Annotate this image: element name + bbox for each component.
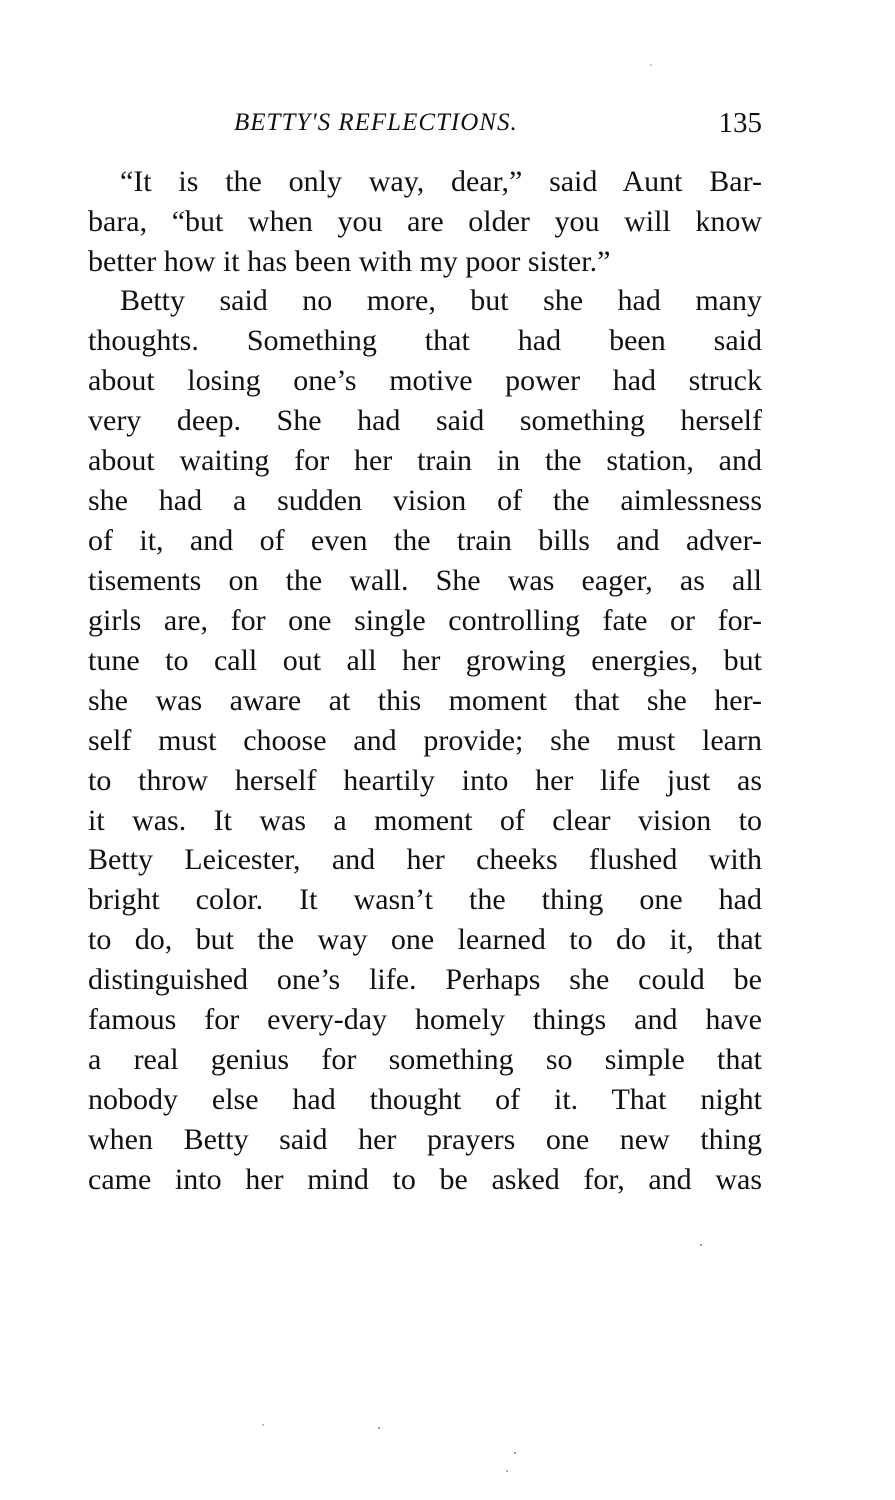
text-line: “It is the only way, dear,” said Aunt Bar- (120, 165, 762, 198)
paper-speck (262, 1424, 264, 1426)
text-line: very deep. She had said something herself (88, 404, 762, 437)
text-line: about waiting for her train in the station, and (88, 444, 762, 477)
text-line: better how it has been with my poor sister.” (88, 245, 611, 278)
text-line: she was aware at this moment that she her- (88, 684, 762, 717)
text-line: about losing one’s motive power had struck (88, 364, 762, 397)
text-line: of it, and of even the train bills and adver- (88, 524, 762, 557)
running-head (88, 103, 762, 143)
text-line: tune to call out all her growing energies, but (88, 644, 762, 677)
text-line: tisements on the wall. She was eager, as all (88, 564, 762, 597)
text-line: to throw herself heartily into her life just as (88, 764, 762, 797)
text-line: self must choose and provide; she must learn (88, 724, 762, 757)
text-line: to do, but the way one learned to do it, that (88, 923, 762, 956)
paper-speck (378, 1427, 380, 1429)
text-line: nobody else had thought of it. That night (88, 1083, 762, 1116)
running-title: BETTY'S REFLECTIONS. (234, 109, 518, 136)
text-line: girls are, for one single controlling fate or for- (88, 604, 762, 637)
text-line: famous for every-day homely things and have (88, 1003, 762, 1036)
text-line: Betty said no more, but she had many (120, 284, 762, 317)
text-line: a real genius for something so simple that (88, 1043, 762, 1076)
text-line: came into her mind to be asked for, and was (88, 1163, 762, 1196)
paper-speck (506, 1470, 508, 1472)
text-line: she had a sudden vision of the aimlessness (88, 484, 762, 517)
paper-speck (650, 64, 652, 66)
text-line: bright color. It wasn’t the thing one had (88, 883, 762, 916)
text-line: distinguished one’s life. Perhaps she could be (88, 963, 762, 996)
text-line: thoughts. Something that had been said (88, 324, 762, 357)
text-line: when Betty said her prayers one new thing (88, 1123, 762, 1156)
text-line: it was. It was a moment of clear vision to (88, 804, 762, 837)
paper-speck (514, 1452, 516, 1454)
text-line: bara, “but when you are older you will know (88, 205, 762, 238)
page-number: 135 (718, 107, 762, 139)
paper-speck (700, 1244, 702, 1246)
text-line: Betty Leicester, and her cheeks flushed with (88, 843, 762, 876)
